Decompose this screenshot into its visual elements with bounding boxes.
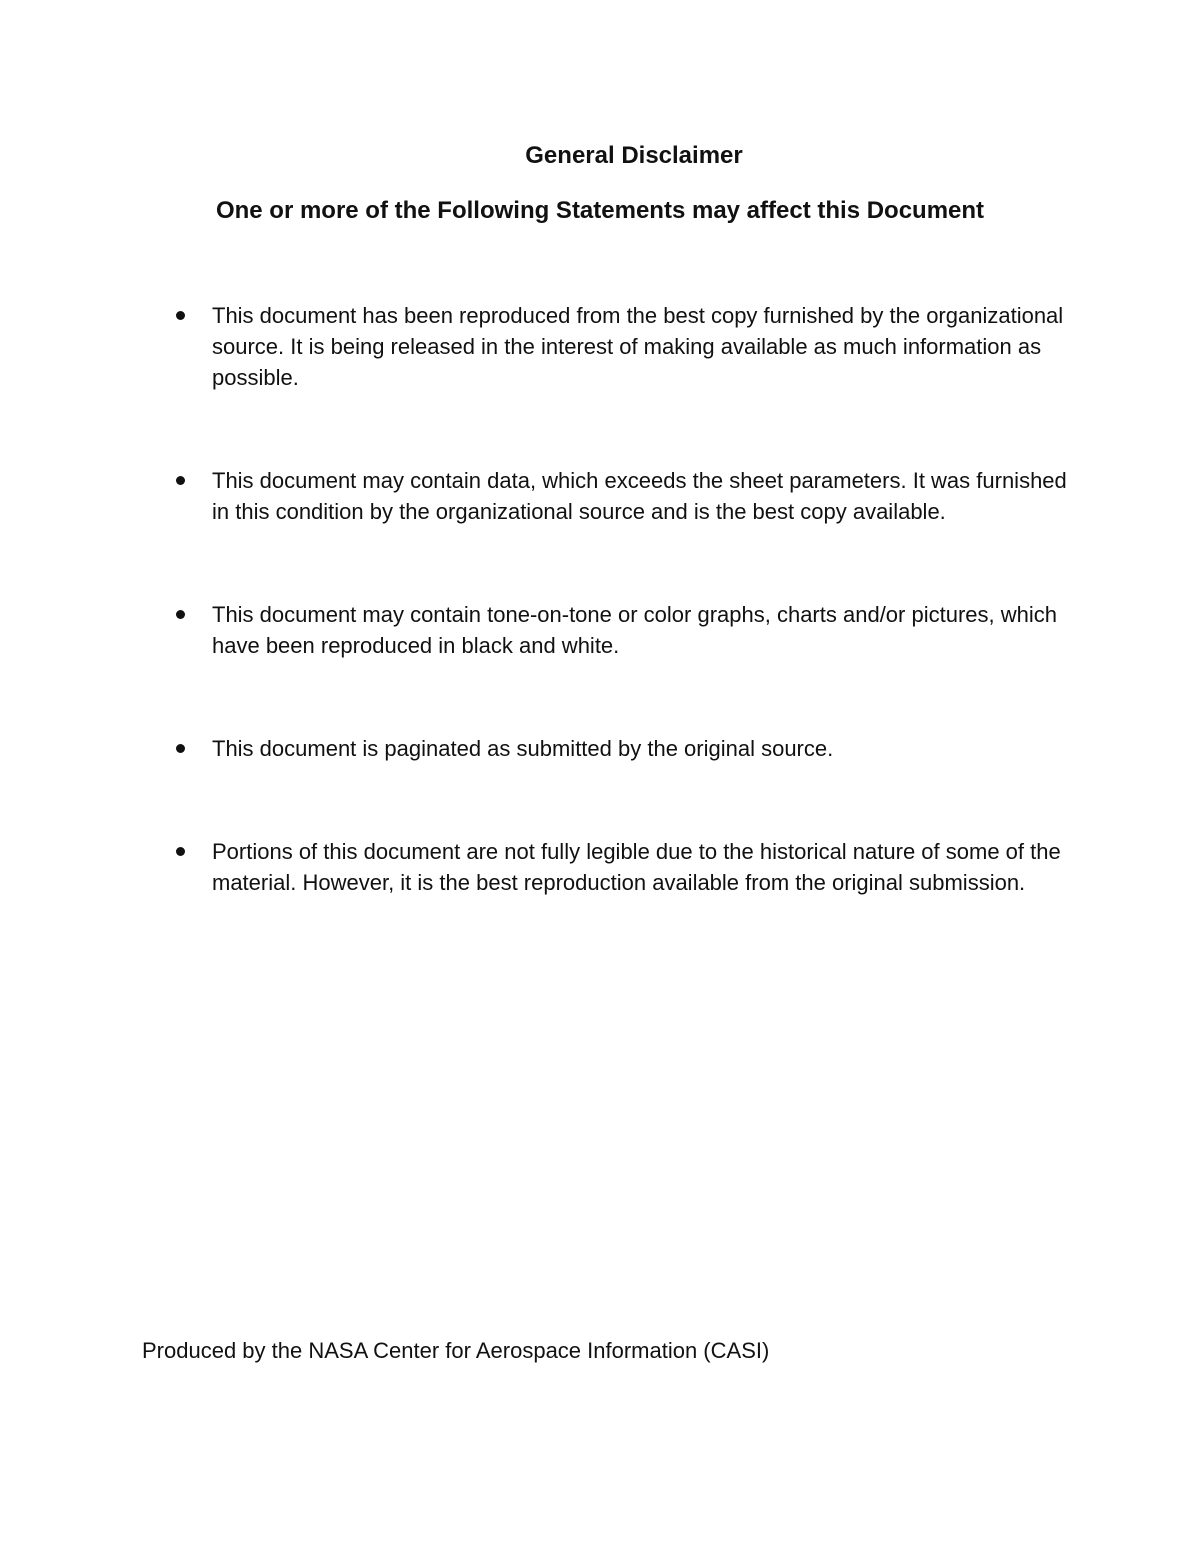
list-item [172, 465, 1072, 527]
list-item [172, 733, 1072, 764]
list-item-text: Portions of this document are not fully legible due to the historical nature of some of the material. However, it is the best reproduction available from the original submission. [212, 839, 1061, 895]
list-item-text: This document has been reproduced from the best copy furnished by the organizational source. It is being released in the interest of making available as much information as possible. [212, 303, 1064, 390]
list-item [172, 300, 1072, 393]
page-title: General Disclaimer [525, 142, 743, 169]
bullet-icon [176, 847, 185, 856]
list-item [172, 836, 1072, 898]
list-item-text: This document is paginated as submitted by the original source. [212, 736, 834, 761]
footer-credit: Produced by the NASA Center for Aerospace Information (CASI) [142, 1338, 770, 1363]
list-item-text: This document may contain tone-on-tone or color graphs, charts and/or pictures, which have been reproduced in black and white. [212, 602, 1057, 658]
bullet-icon [176, 610, 185, 619]
page-subtitle: One or more of the Following Statements may affect this Document [215, 197, 985, 224]
list-item [172, 599, 1072, 661]
bullet-icon [176, 476, 185, 485]
bullet-icon [176, 311, 185, 320]
list-item-text: This document may contain data, which exceeds the sheet parameters. It was furnished in this condition by the organizational source and is the best copy available. [212, 468, 1067, 524]
disclaimer-list [172, 300, 1072, 898]
bullet-icon [176, 744, 185, 753]
